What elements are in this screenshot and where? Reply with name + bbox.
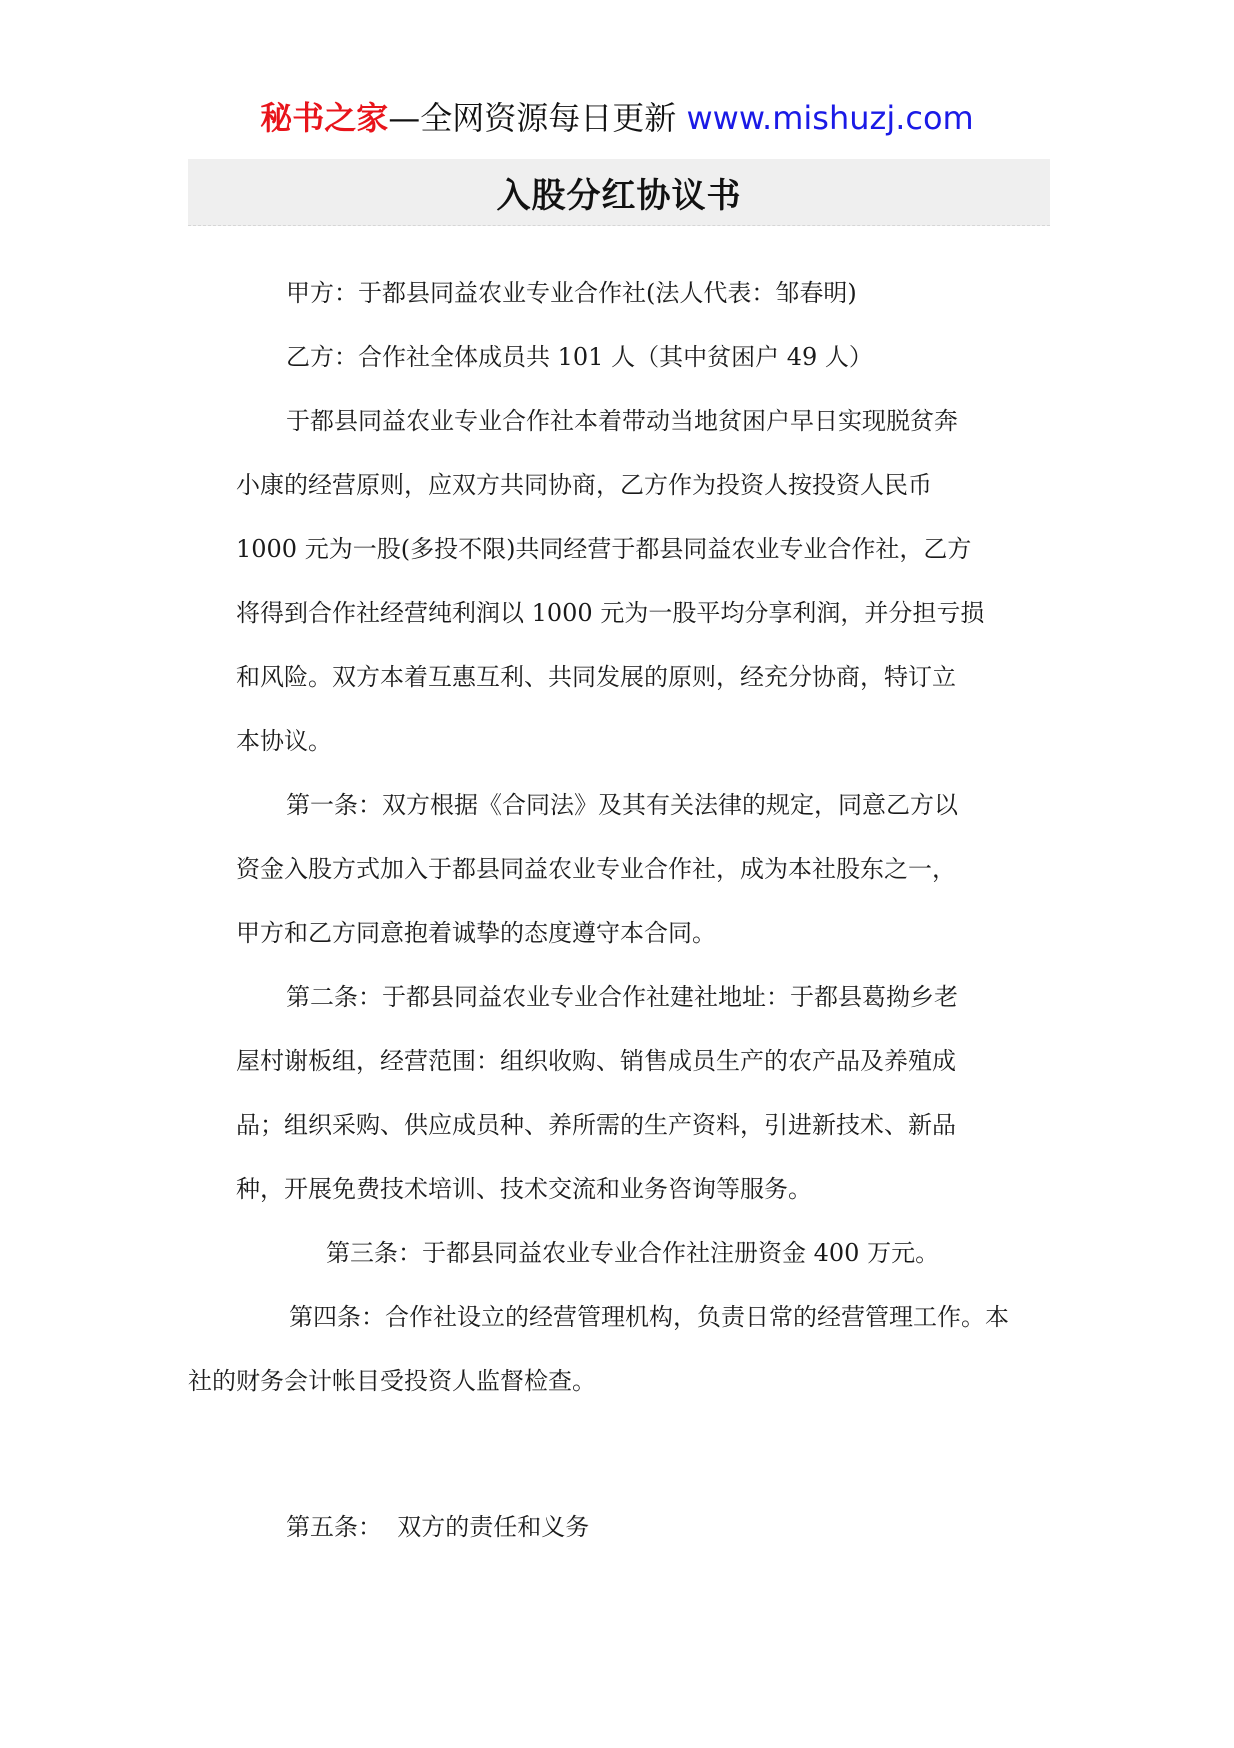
intro-line: 和风险。双方本着互惠互利、共同发展的原则，经充分协商，特订立: [236, 663, 956, 691]
intro-line: 将得到合作社经营纯利润以 1000 元为一股平均分享利润，并分担亏损: [236, 599, 985, 627]
site-slogan: —全网资源每日更新: [388, 99, 677, 137]
article-1-line: 资金入股方式加入于都县同益农业专业合作社，成为本社股东之一，: [236, 855, 956, 883]
article-2-line: 品；组织采购、供应成员种、养所需的生产资料，引进新技术、新品: [236, 1111, 956, 1139]
intro-line: 本协议。: [236, 727, 332, 755]
intro-line: 于都县同益农业专业合作社本着带动当地贫困户早日实现脱贫奔: [286, 407, 958, 435]
title-bar: [188, 159, 1050, 226]
party-b-line: 乙方：合作社全体成员共 101 人（其中贫困户 49 人）: [286, 343, 873, 371]
article-1-line: 第一条：双方根据《合同法》及其有关法律的规定，同意乙方以: [286, 791, 958, 819]
site-brand: 秘书之家: [260, 99, 389, 137]
article-5-line: 第五条： 双方的责任和义务: [286, 1513, 590, 1541]
party-a-line: 甲方：于都县同益农业专业合作社(法人代表：邹春明): [286, 279, 857, 307]
intro-line: 小康的经营原则，应双方共同协商，乙方作为投资人按投资人民币: [236, 471, 932, 499]
article-2-line: 第二条：于都县同益农业专业合作社建社地址：于都县葛拗乡老: [286, 983, 958, 1011]
article-4-line: 第四条：合作社设立的经营管理机构，负责日常的经营管理工作。本: [289, 1303, 1009, 1331]
intro-line: 1000 元为一股(多投不限)共同经营于都县同益农业专业合作社，乙方: [236, 535, 972, 563]
site-url[interactable]: www.mishuzj.com: [686, 99, 974, 137]
article-2-line: 屋村谢板组，经营范围：组织收购、销售成员生产的农产品及养殖成: [236, 1047, 956, 1075]
article-4-line: 社的财务会计帐目受投资人监督检查。: [188, 1367, 596, 1395]
article-2-line: 种，开展免费技术培训、技术交流和业务咨询等服务。: [236, 1175, 812, 1203]
document-title: 入股分红协议书: [496, 175, 742, 216]
article-3-line: 第三条：于都县同益农业专业合作社注册资金 400 万元。: [326, 1239, 940, 1267]
article-1-line: 甲方和乙方同意抱着诚挚的态度遵守本合同。: [236, 919, 716, 947]
site-banner: [0, 96, 1234, 140]
